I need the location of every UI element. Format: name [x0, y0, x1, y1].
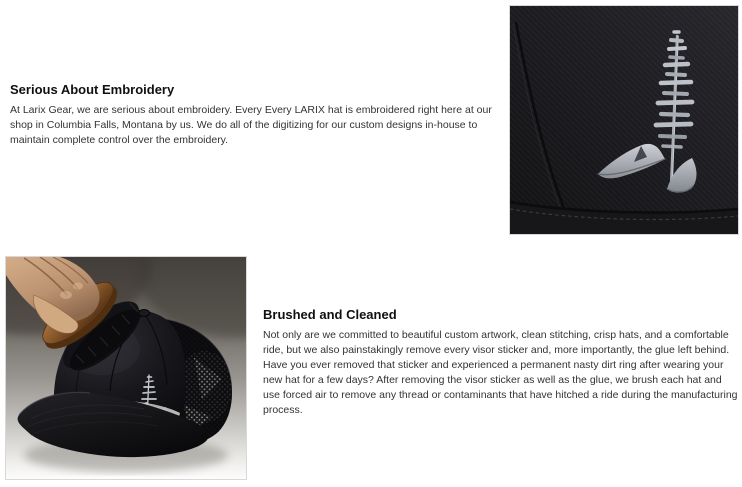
brushed-heading: Brushed and Cleaned: [263, 307, 397, 322]
embroidery-heading: Serious About Embroidery: [10, 82, 175, 97]
embroidered-logo-image: [510, 6, 738, 234]
hat-brush-image: [6, 257, 246, 479]
embroidery-body: At Larix Gear, we are serious about embroidery. Every Every LARIX hat is embroidered right here at our shop in Columbia Falls, Montana by us. We do all of the digitizing for our custom designs in-house to maintain complete control over the embroidery.: [10, 104, 492, 146]
brushed-body: Not only are we committed to beautiful custom artwork, clean stitching, crisp hats, and a comfortable ride, but we also painstakingly remove every visor sticker and, more importantly, the glue left behind. Have you ever removed that sticker and experienced a permanent nasty dirt ring after wearing your new hat for a few days? After removing the visor sticker as well as the glue, we brush each hat and use forced air to remove any thread or contaminants that have hitched a ride during the manufacturing process.: [263, 329, 738, 416]
hat-button: [139, 310, 150, 317]
embroidery-closeup-photo: [509, 5, 739, 235]
hat-brushing-photo: [5, 256, 247, 480]
section-embroidery-text: [10, 82, 502, 148]
section-brushed-text: [263, 307, 741, 418]
